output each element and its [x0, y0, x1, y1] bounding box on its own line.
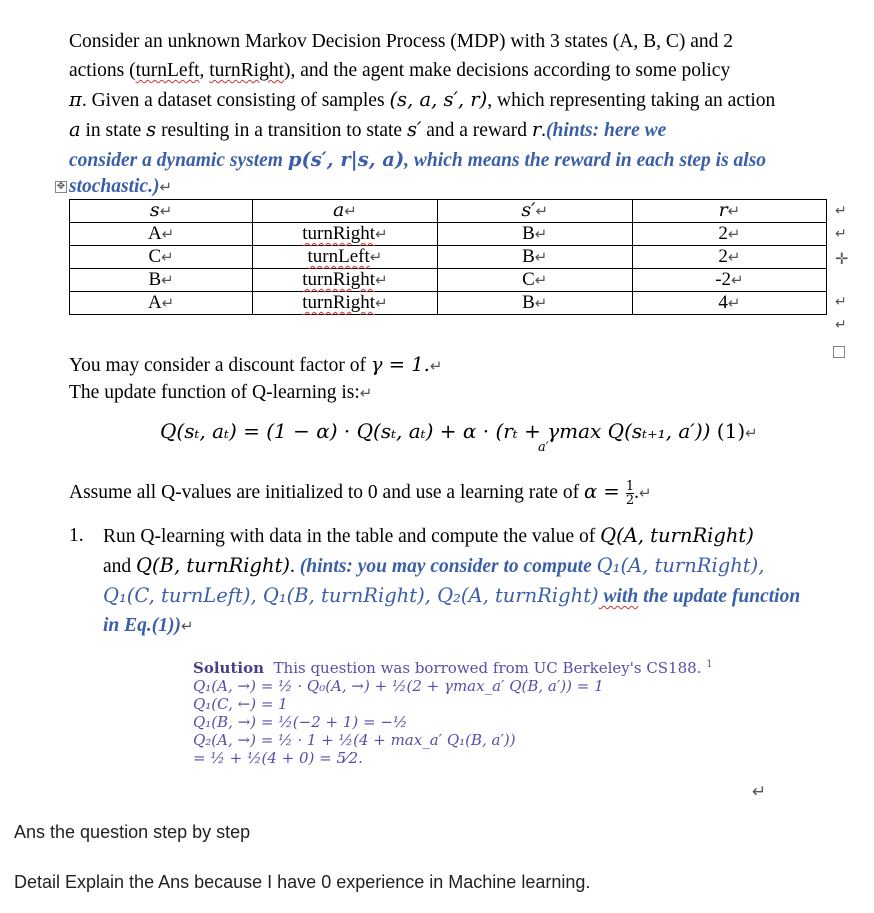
- table-row: [70, 223, 827, 246]
- max-subscript: a′: [538, 440, 549, 455]
- hint-line-3: stochastic.)↵: [69, 176, 173, 197]
- table-resize-handle[interactable]: [833, 346, 845, 358]
- return-mark-icon: ↵: [159, 178, 173, 196]
- intro-paragraph: [69, 27, 835, 175]
- q-learning-equation: Q(sₜ, aₜ) = (1 − α) · Q(sₜ, aₜ) + α · (rₜ + γmax Q(sₜ₊₁, a′)) (1)↵: [160, 419, 758, 443]
- solution-line: = ½ + ½(4 + 0) = 5⁄2.: [193, 749, 363, 767]
- table-cell: 2↵: [632, 246, 826, 269]
- solution-line: Q₁(C, ←) = 1: [193, 695, 288, 713]
- intro-line-1: Consider an unknown Markov Decision Process (MDP) with 3 states (A, B, C) and 2: [69, 31, 734, 52]
- table-header-row: [70, 200, 827, 223]
- turnright-word: turnRight: [209, 60, 285, 81]
- table-cell: C↵: [70, 246, 253, 269]
- resize-cursor-icon: ✛: [835, 249, 849, 268]
- table-cell: B↵: [70, 269, 253, 292]
- question-line-4: in Eq.(1))↵: [103, 615, 194, 636]
- row-end-mark-icon: ↵: [835, 294, 847, 310]
- table-cell: A↵: [70, 223, 253, 246]
- header-s-prime: s′↵: [437, 200, 632, 223]
- table-cell: A↵: [70, 292, 253, 315]
- intro-line-4: a in state s resulting in a transition to state s′ and a reward r.(hints: here we: [69, 118, 667, 141]
- table-cell: turnRight↵: [253, 292, 437, 315]
- solution-block: [193, 656, 713, 767]
- row-end-mark-icon: ↵: [835, 226, 847, 242]
- transition-table: [69, 199, 827, 315]
- solution-line: Q₂(A, →) = ½ · 1 + ½(4 + max_a′ Q₁(B, a′)): [193, 731, 516, 749]
- solution-line: Q₁(A, →) = ½ · Q₀(A, →) + ½(2 + γmax_a′ Q(B, a′)) = 1: [193, 677, 604, 695]
- table-row: [70, 246, 827, 269]
- assume-line: Assume all Q-values are initialized to 0 and use a learning rate of α = $\frac{1}{2}$ .↵: [69, 479, 652, 509]
- table-cell: B↵: [437, 223, 632, 246]
- question-number: 1.: [69, 525, 84, 546]
- detail-instruction: Detail Explain the Ans because I have 0 experience in Machine learning.: [14, 872, 591, 892]
- turnleft-word: turnLeft: [135, 60, 200, 81]
- row-end-mark-icon: ↵: [835, 203, 847, 219]
- ans-instruction: Ans the question step by step: [14, 822, 251, 842]
- table-cell: -2↵: [632, 269, 826, 292]
- table-cell: C↵: [437, 269, 632, 292]
- solution-header: Solution This question was borrowed from UC Berkeley's CS188. $^1$: [193, 659, 713, 677]
- header-a: a↵: [253, 200, 437, 223]
- question-line-3: Q₁(C, turnLeft), Q₁(B, turnRight), Q₂(A, turnRight) with the update function: [103, 584, 801, 607]
- discount-line: You may consider a discount factor of γ = 1.↵: [69, 353, 443, 376]
- question-line-2: and Q(B, turnRight). (hints: you may consider to compute Q₁(A, turnRight),: [103, 554, 765, 577]
- table-row: [70, 292, 827, 315]
- header-s: s↵: [70, 200, 253, 223]
- update-function-line: The update function of Q-learning is:↵: [69, 382, 373, 403]
- table-cell: turnRight↵: [253, 269, 437, 292]
- table-cell: B↵: [437, 292, 632, 315]
- table-cell: 2↵: [632, 223, 826, 246]
- solution-line: Q₁(B, →) = ½(−2 + 1) = −½: [193, 713, 408, 731]
- table-move-handle-icon[interactable]: ✥: [56, 181, 66, 192]
- table-cell: turnLeft↵: [253, 246, 437, 269]
- intro-line-5: consider a dynamic system p(s′, r|s, a), which means the reward in each step is also: [69, 148, 767, 171]
- intro-line-2: actions (turnLeft, turnRight), and the agent make decisions according to some policy: [69, 60, 731, 81]
- return-mark-icon: ↵: [752, 782, 767, 802]
- table-cell: turnRight↵: [253, 223, 437, 246]
- header-r: r↵: [632, 200, 826, 223]
- table-cell: B↵: [437, 246, 632, 269]
- hint-line-1: (hints: here we: [546, 120, 667, 141]
- row-end-mark-icon: ↵: [835, 317, 847, 333]
- table-cell: 4↵: [632, 292, 826, 315]
- question-body: [103, 521, 835, 641]
- intro-line-3: π. Given a dataset consisting of samples (s, a, s′, r), which representing taking an action: [69, 88, 776, 111]
- table-row: [70, 269, 827, 292]
- question-line-1: Run Q-learning with data in the table and compute the value of Q(A, turnRight): [103, 524, 754, 547]
